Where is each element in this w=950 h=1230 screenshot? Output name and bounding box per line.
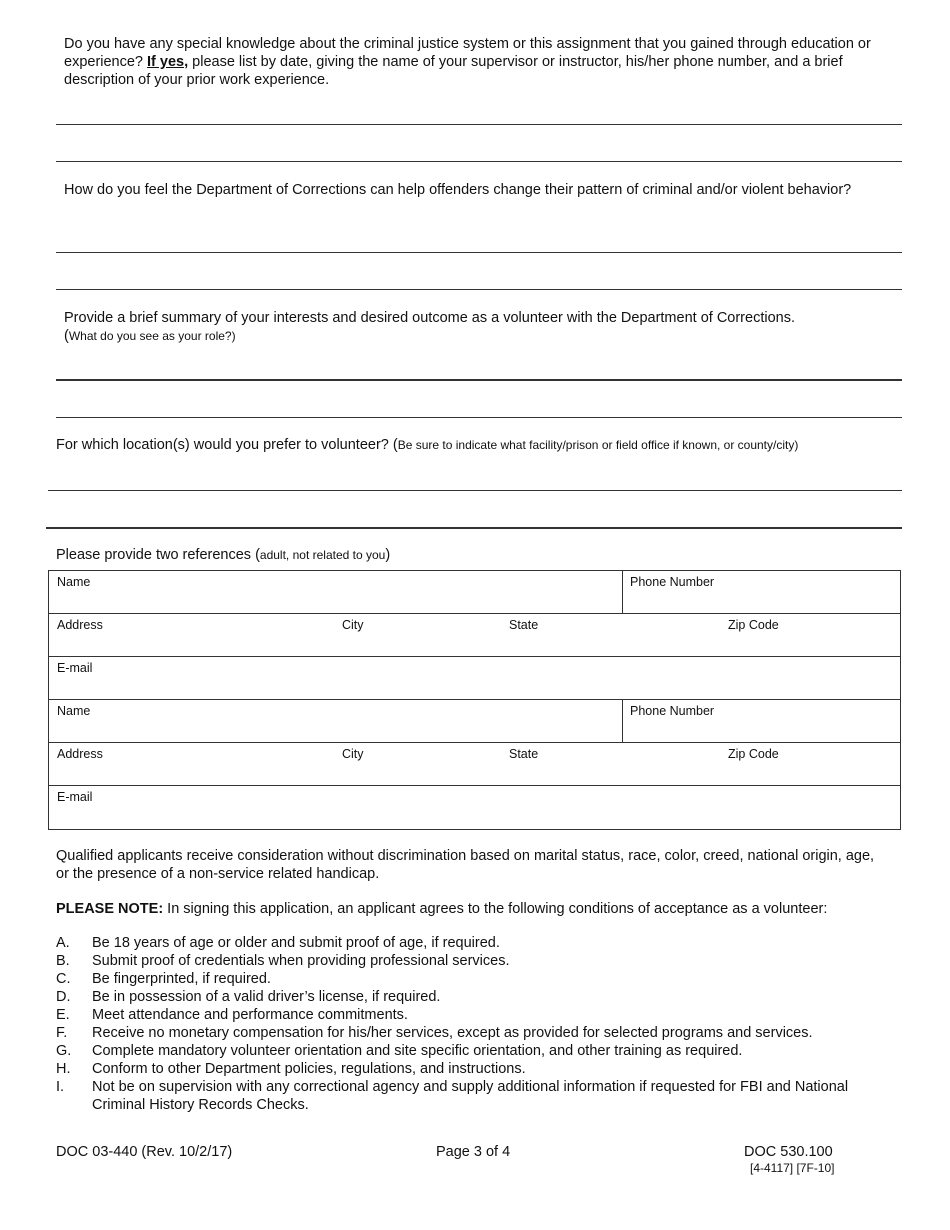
question-4 — [56, 436, 906, 454]
answer-line[interactable] — [56, 252, 902, 253]
list-item: B. Submit proof of credentials when providing professional services. — [56, 953, 510, 969]
address-label: Address — [57, 618, 103, 632]
question-3-text: Provide a brief summary of your interests and desired outcome as a volunteer with the Department of Corrections. — [64, 310, 795, 326]
question-2: How do you feel the Department of Corrections can help offenders change their pattern of criminal and/or violent behavior? — [64, 182, 852, 198]
answer-line[interactable] — [48, 490, 902, 491]
question-3-note-paren: ( — [64, 328, 69, 344]
address-label: Address — [57, 747, 103, 761]
please-note-text: In signing this application, an applicant agrees to the following conditions of acceptance as a volunteer: — [163, 901, 828, 917]
list-item: D. Be in possession of a valid driver’s license, if required. — [56, 989, 441, 1005]
reference-1-name-row[interactable] — [49, 571, 900, 614]
references-heading: Please provide two references (adult, not related to you) — [56, 547, 391, 563]
references-heading-note: adult, not related to you — [259, 548, 386, 562]
answer-line[interactable] — [56, 289, 902, 290]
city-label: City — [342, 618, 364, 632]
list-item: C. Be fingerprinted, if required. — [56, 971, 271, 987]
conditions-list — [56, 934, 896, 1114]
question-1-text: Do you have any special knowledge about the criminal justice system or this assignment that you gained through education or experience? — [64, 36, 871, 70]
reference-2-address-row[interactable] — [49, 743, 900, 786]
answer-line[interactable] — [56, 124, 902, 125]
reference-2-email-row[interactable] — [49, 786, 900, 829]
zip-label: Zip Code — [728, 618, 779, 632]
list-item: F. Receive no monetary compensation for his/her services, except as provided for selected programs and services. — [56, 1025, 813, 1041]
list-item: E. Meet attendance and performance commitments. — [56, 1007, 408, 1023]
name-label: Name — [57, 704, 91, 718]
question-4-text: For which location(s) would you prefer to volunteer? ( — [56, 437, 398, 453]
zip-label: Zip Code — [728, 747, 779, 761]
question-3 — [64, 309, 894, 345]
equal-opportunity-statement: Qualified applicants receive consideration without discrimination based on marital status, race, color, creed, national origin, age, or the presence of a non-service related handicap. — [56, 848, 875, 882]
answer-line[interactable] — [56, 417, 902, 418]
cell-divider — [622, 571, 623, 613]
question-3-note: What do you see as your role?) — [68, 329, 236, 343]
email-label: E-mail — [57, 661, 93, 675]
please-note-label: PLEASE NOTE: — [56, 901, 164, 917]
policy-number: DOC 530.100 — [744, 1144, 833, 1160]
reference-1-email-row[interactable] — [49, 657, 900, 700]
email-label: E-mail — [57, 790, 93, 804]
answer-line[interactable] — [56, 379, 902, 381]
list-item: I. Not be on supervision with any correctional agency and supply additional information if requested for FBI and National Criminal History Records Checks. — [56, 1079, 849, 1113]
phone-label: Phone Number — [630, 704, 715, 718]
question-1 — [64, 35, 884, 89]
references-table — [48, 570, 901, 830]
page-number: Page 3 of 4 — [436, 1144, 511, 1160]
question-4-note: Be sure to indicate what facility/prison or field office if known, or county/city) — [397, 438, 799, 452]
cell-divider — [622, 700, 623, 742]
list-item: G. Complete mandatory volunteer orientation and site specific orientation, and other training as required. — [56, 1043, 743, 1059]
form-number: DOC 03-440 (Rev. 10/2/17) — [56, 1144, 233, 1160]
reference-1-address-row[interactable] — [49, 614, 900, 657]
standards-codes: [4-4117] [7F-10] — [750, 1161, 835, 1175]
phone-label: Phone Number — [630, 575, 715, 589]
name-label: Name — [57, 575, 91, 589]
answer-line[interactable] — [56, 161, 902, 162]
reference-2-name-row[interactable] — [49, 700, 900, 743]
question-1-emphasis: If yes, — [147, 54, 189, 70]
please-note — [56, 900, 906, 918]
city-label: City — [342, 747, 364, 761]
list-item: H. Conform to other Department policies, regulations, and instructions. — [56, 1061, 526, 1077]
answer-line[interactable] — [46, 527, 902, 529]
question-1-text-continued: please list by date, giving the name of your supervisor or instructor, his/her phone number, and a brief description of your prior work experience. — [64, 54, 843, 88]
list-item: A. Be 18 years of age or older and submit proof of age, if required. — [56, 935, 500, 951]
state-label: State — [509, 747, 539, 761]
state-label: State — [509, 618, 539, 632]
